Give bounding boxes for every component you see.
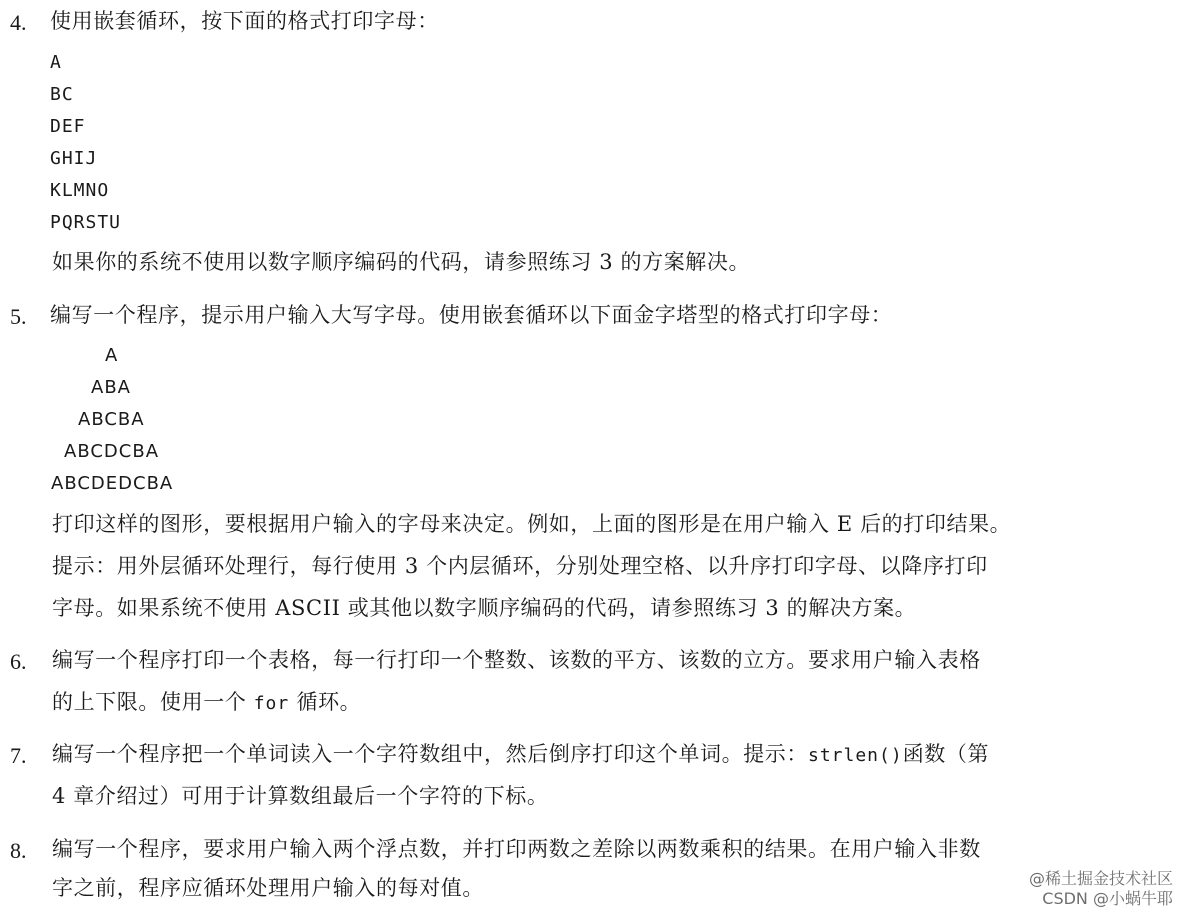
text-segment: 循环。 <box>289 690 362 714</box>
inline-code: for <box>253 693 290 714</box>
exercise-description: 打印这样的图形，要根据用户输入的字母来决定。例如，上面的图形是在用户输入 E 后的打印结果。 <box>52 512 1012 536</box>
exercise-title: 使用嵌套循环，按下面的格式打印字母： <box>50 9 439 33</box>
exercise-text: 编写一个程序，要求用户输入两个浮点数，并打印两数之差除以两数乘积的结果。在用户输入非数 <box>52 837 981 861</box>
exercise-text <box>52 692 361 713</box>
text-segment: 编写一个程序把一个单词读入一个字符数组中，然后倒序打印这个单词。提示： <box>52 742 808 766</box>
pyramid-line: ABA <box>91 377 131 398</box>
output-line: A <box>50 52 62 73</box>
inline-code: strlen() <box>808 745 903 766</box>
text-segment: 的上下限。使用一个 <box>52 690 254 714</box>
exercise-note: 如果你的系统不使用以数字顺序编码的代码，请参照练习 3 的方案解决。 <box>52 250 751 274</box>
pyramid-line: A <box>105 345 119 366</box>
exercise-description: 提示：用外层循环处理行，每行使用 3 个内层循环，分别处理空格、以升序打印字母、以降序打印 <box>52 554 988 578</box>
exercise-text: 编写一个程序打印一个表格，每一行打印一个整数、该数的平方、该数的立方。要求用户输入表格 <box>52 648 981 672</box>
exercise-number: 8. <box>10 838 27 863</box>
exercise-number: 5. <box>10 304 27 329</box>
output-line: KLMNO <box>50 180 110 201</box>
exercise-number: 7. <box>10 743 27 768</box>
watermark-csdn: CSDN @小蜗牛耶 <box>1042 889 1173 908</box>
exercise-description: 字母。如果系统不使用 ASCII 或其他以数字顺序编码的代码，请参照练习 3 的解决方案。 <box>52 596 917 620</box>
output-line: DEF <box>50 116 86 137</box>
pyramid-line: ABCDCBA <box>64 441 160 462</box>
exercise-text: 4 章介绍过）可用于计算数组最后一个字符的下标。 <box>52 784 549 808</box>
exercise-text <box>52 744 989 765</box>
watermark-juejin: @稀土掘金技术社区 <box>1028 869 1173 888</box>
output-line: GHIJ <box>50 148 98 169</box>
text-segment: 函数（第 <box>902 742 990 766</box>
exercise-title: 编写一个程序，提示用户输入大写字母。使用嵌套循环以下面金字塔型的格式打印字母： <box>50 303 893 327</box>
exercise-text: 字之前，程序应循环处理用户输入的每对值。 <box>52 876 484 900</box>
exercise-number: 6. <box>10 649 27 674</box>
pyramid-line: ABCDEDCBA <box>51 473 174 494</box>
pyramid-line: ABCBA <box>78 409 145 430</box>
exercise-number: 4. <box>10 10 27 35</box>
output-line: PQRSTU <box>50 212 122 233</box>
output-line: BC <box>50 84 74 105</box>
